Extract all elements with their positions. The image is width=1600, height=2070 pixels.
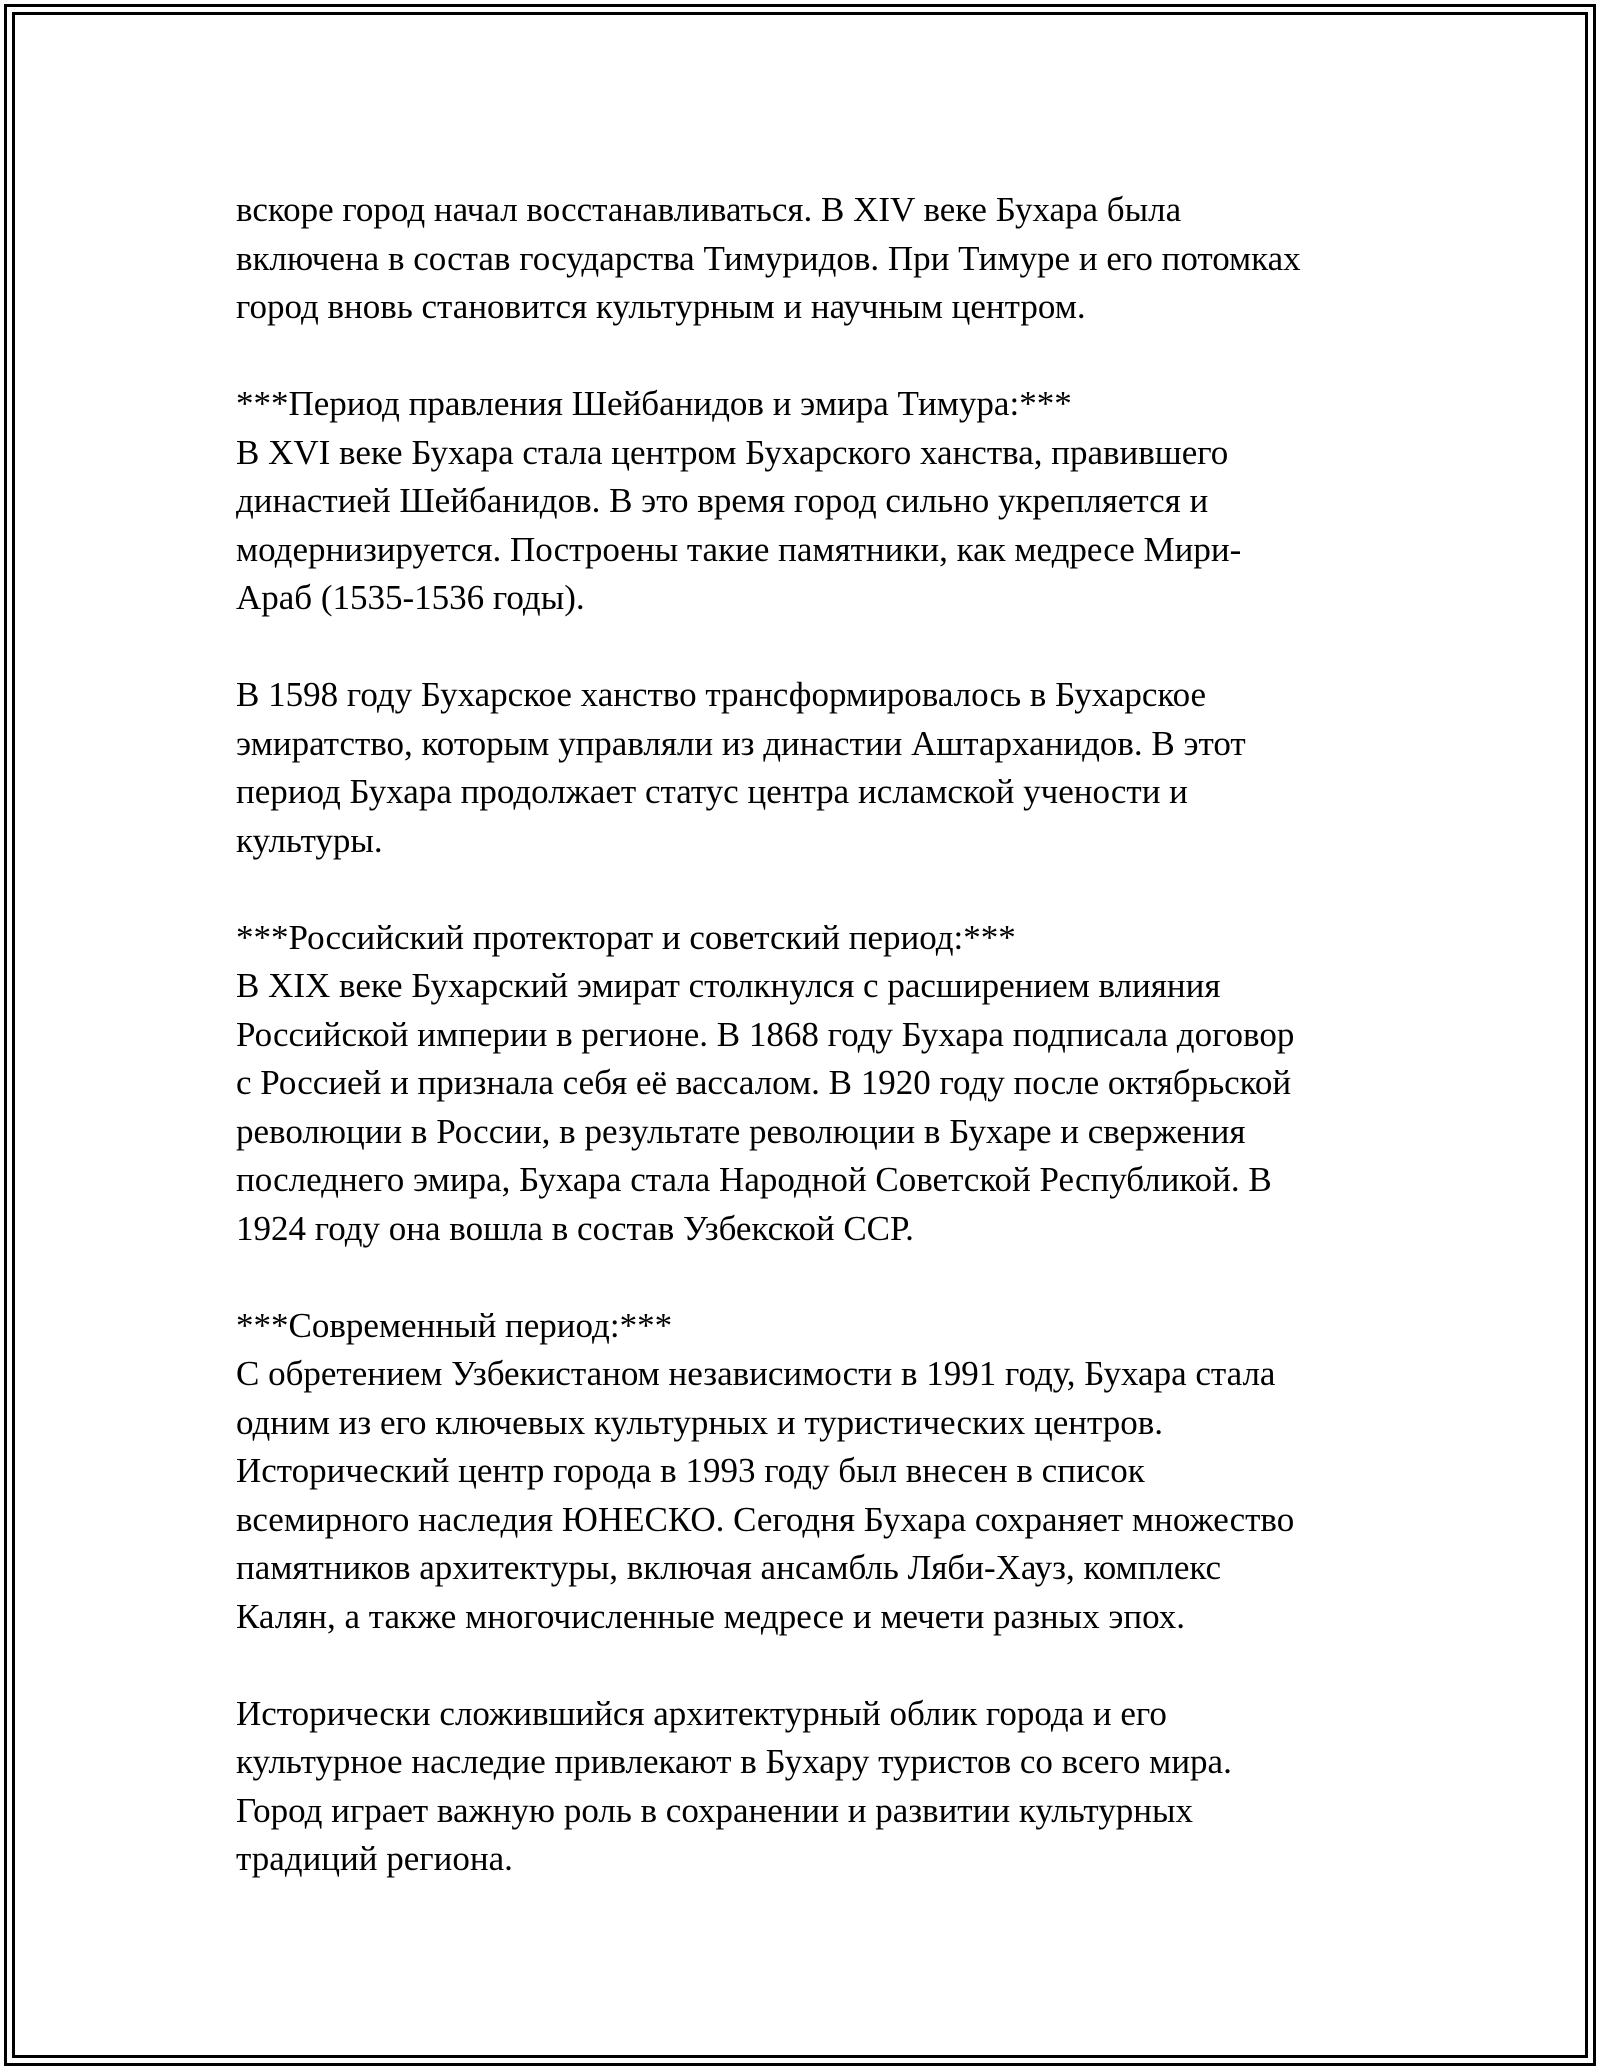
paragraph [236, 1302, 1376, 1642]
text-line: модернизируется. Построены такие памятники, как медресе Мири- [236, 529, 1242, 569]
text-line: последнего эмира, Бухара стала Народной Советской Республикой. В [236, 1160, 1272, 1199]
text-line: город вновь становится культурным и научным центром. [236, 287, 1086, 326]
text-line: В XIX веке Бухарский эмират столкнулся с расширением влияния [236, 966, 1221, 1005]
paragraph [236, 914, 1376, 1254]
section-heading: ***Современный период:*** [236, 1305, 673, 1345]
text-line: Исторический центр города в 1993 году был внесен в список [236, 1451, 1145, 1490]
text-line: с Россией и признала себя её вассалом. В 1920 году после октябрьской [236, 1063, 1292, 1102]
text-line: памятников архитектуры, включая ансамбль Ляби-Хауз, комплекс [236, 1548, 1222, 1587]
text-line: вскоре город начал восстанавливаться. В XIV веке Бухара была [236, 190, 1182, 229]
paragraph-gap [236, 1253, 1376, 1302]
paragraph [236, 186, 1376, 332]
text-line: традиций региона. [236, 1839, 513, 1878]
text-line: революции в России, в результате революции в Бухаре и свержения [236, 1111, 1246, 1151]
paragraph-gap [236, 865, 1376, 914]
text-line: культурное наследие привлекают в Бухару туристов со всего мира. [236, 1742, 1232, 1781]
text-line: Исторически сложившийся архитектурный облик города и его [236, 1693, 1167, 1733]
text-line: В XVI веке Бухара стала центром Бухарского ханства, правившего [236, 432, 1229, 472]
paragraph [236, 380, 1376, 623]
paragraph [236, 1690, 1376, 1884]
text-line: культуры. [236, 820, 383, 860]
text-line: 1924 году она вошла в состав Узбекской ССР. [236, 1208, 914, 1248]
paragraph-gap [236, 623, 1376, 672]
text-line: Калян, а также многочисленные медресе и мечети разных эпох. [236, 1596, 1186, 1636]
text-line: С обретением Узбекистаном независимости в 1991 году, Бухара стала [236, 1354, 1276, 1393]
text-line: В 1598 году Бухарское ханство трансформировалось в Бухарское [236, 675, 1207, 714]
paragraph-gap [236, 332, 1376, 381]
paragraph [236, 671, 1376, 865]
text-line: всемирного наследия ЮНЕСКО. Сегодня Бухара сохраняет множество [236, 1499, 1295, 1539]
text-line: одним из его ключевых культурных и туристических центров. [236, 1402, 1163, 1442]
text-line: Араб (1535-1536 годы). [236, 578, 585, 617]
section-heading: ***Российский протекторат и советский период:*** [236, 917, 1016, 957]
paragraph-gap [236, 1641, 1376, 1690]
text-line: Город играет важную роль в сохранении и развитии культурных [236, 1790, 1193, 1830]
text-line: период Бухара продолжает статус центра исламской учености и [236, 772, 1188, 811]
section-heading: ***Период правления Шейбанидов и эмира Тимура:*** [236, 384, 1072, 423]
text-line: эмиратство, которым управляли из династии Аштарханидов. В этот [236, 723, 1246, 763]
text-line: включена в состав государства Тимуридов. При Тимуре и его потомках [236, 238, 1301, 278]
text-line: Российской империи в регионе. В 1868 году Бухара подписала договор [236, 1014, 1295, 1054]
text-line: династией Шейбанидов. В это время город сильно укрепляется и [236, 481, 1209, 520]
document-body [236, 186, 1376, 1884]
